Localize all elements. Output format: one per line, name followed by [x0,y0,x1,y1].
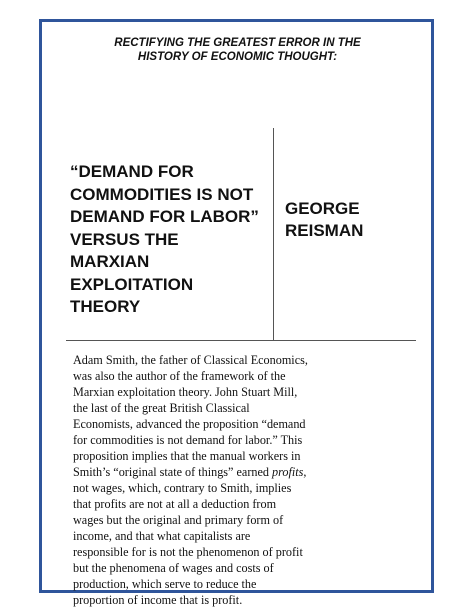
description-line: production, which serve to reduce the [73,577,257,591]
description-line: responsible for is not the phenomenon of profit [73,545,303,559]
description-line: Adam Smith, the father of Classical Economics, [73,353,308,367]
title-line: MARXIAN [70,252,150,271]
header-line: RECTIFYING THE GREATEST ERROR IN THE [114,37,361,49]
author-name [285,198,415,242]
title-line: DEMAND FOR LABOR” [70,207,259,226]
description-line: Economists, advanced the proposition “demand [73,417,306,431]
cover-header [60,36,415,64]
author-line: GEORGE [285,199,360,218]
title-line: THEORY [70,297,141,316]
description-line: wages but the original and primary form of [73,513,284,527]
description-line: proposition implies that the manual workers in [73,449,301,463]
title-line: VERSUS THE [70,229,179,249]
italic-profits: profits [272,465,304,479]
title-line: EXPLOITATION [70,274,194,294]
description-line: income, and that what capitalists are [73,529,251,543]
description-line: for commodities is not demand for labor.” This [73,433,303,447]
horizontal-divider [66,340,416,341]
vertical-divider [273,128,274,340]
header-line: HISTORY OF ECONOMIC THOUGHT: [137,51,338,63]
description-line: proportion of income that is profit. [73,593,243,607]
title-line: “DEMAND FOR [70,162,194,181]
description-line: but the phenomena of wages and costs of [73,561,274,575]
book-title [70,161,270,319]
title-line: COMMODITIES IS NOT [70,184,254,204]
author-line: REISMAN [285,221,364,240]
description-text [73,352,363,608]
description-line: that profits are not at all a deduction from [73,497,277,511]
description-line: was also the author of the framework of the [73,369,286,383]
description-line: not wages, which, contrary to Smith, implies [73,481,292,495]
description-line: the last of the great British Classical [73,401,250,415]
description-line: Marxian exploitation theory. John Stuart Mill, [73,385,298,399]
description-line: Smith’s “original state of things” earned profits, [73,465,307,479]
